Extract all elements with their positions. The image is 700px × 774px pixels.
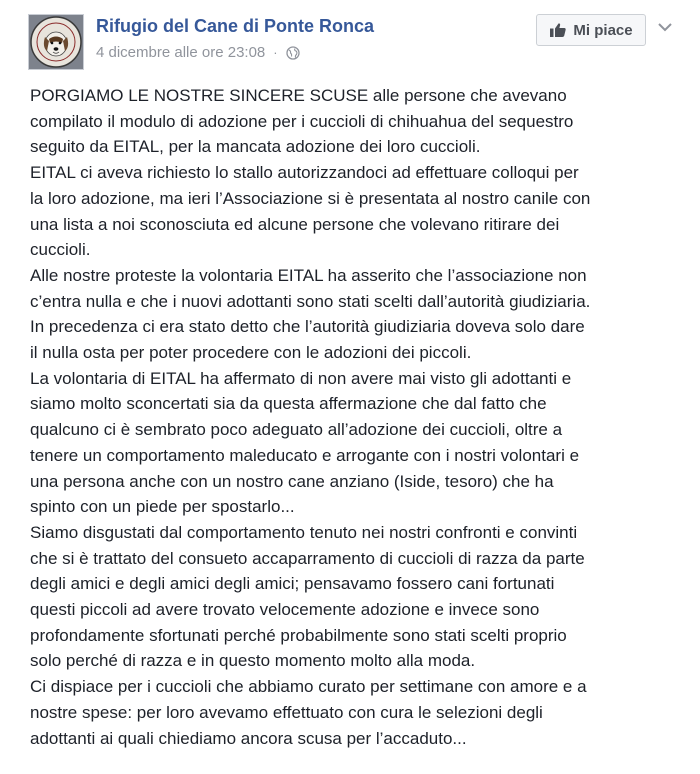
post-text-line: seguito da EITAL, per la mancata adozione dei loro cuccioli.	[30, 137, 481, 157]
post-text-line: spinto con un piede per spostarlo...	[30, 497, 295, 517]
post-text-line: qualcuno ci è sembrato poco adeguato all’adozione dei cuccioli, oltre a	[30, 420, 563, 440]
post-text-line: compilato il modulo di adozione per i cuccioli di chihuahua del sequestro	[30, 111, 574, 131]
post-text-line: solo perché di razza e in questo momento molto alla moda.	[30, 651, 476, 671]
post-text-line: siamo molto sconcertati sia da questa affermazione che dal fatto che	[30, 394, 547, 414]
globe-icon[interactable]	[286, 46, 300, 60]
post-text-line: cuccioli.	[30, 240, 91, 260]
post-text-line: profondamente sfortunati perché probabilmente sono stati scelti proprio	[30, 625, 567, 645]
page-avatar[interactable]	[28, 14, 84, 70]
post-text-line: EITAL ci aveva richiesto lo stallo autorizzandoci ad effettuare colloqui per	[30, 163, 579, 183]
post-text-line: questi piccoli ad avere trovato velocemente adozione e invece sono	[30, 600, 540, 620]
post-text-line: La volontaria di EITAL ha affermato di non avere mai visto gli adottanti e	[30, 368, 572, 388]
post-text-line: adottanti ai quali chiediamo ancora scusa per l’accaduto...	[30, 728, 467, 748]
post-text-line: che si è trattato del consueto accaparramento di cuccioli di razza da parte	[30, 548, 585, 568]
post-text-line: una persona anche con un nostro cane anziano (Iside, tesoro) che ha	[30, 471, 554, 491]
post-text-line: la loro adozione, ma ieri l’Associazione si è presentata al nostro canile con	[30, 188, 591, 208]
post-timestamp[interactable]: 4 dicembre alle ore 23:08	[96, 44, 266, 61]
post-text-line: Siamo disgustati dal comportamento tenuto nei nostri confronti e convinti	[30, 522, 578, 542]
post-text-line: Alle nostre proteste la volontaria EITAL ha asserito che l’associazione non	[30, 265, 587, 285]
post-meta	[96, 44, 300, 61]
dog-logo-icon	[29, 15, 83, 69]
post-text-line: una lista a noi sconosciuta ed alcune persone che volevano ritirare dei	[30, 214, 560, 234]
post-text-line: Ci dispiace per i cuccioli che abbiamo curato per settimane con amore e a	[30, 677, 587, 697]
like-button-label: Mi piace	[573, 21, 633, 39]
post-text-line: PORGIAMO LE NOSTRE SINCERE SCUSE alle persone che avevano	[30, 86, 567, 105]
post-text	[30, 83, 682, 751]
post-text-line: In precedenza ci era stato detto che l’autorità giudiziaria doveva solo dare	[30, 317, 585, 337]
post-text-line: tenere un comportamento maleducato e arrogante con i nostri volontari e	[30, 445, 580, 465]
post-text-line: il nulla osta per poter procedere con le adozioni dei piccoli.	[30, 343, 472, 363]
post-text-line: degli amici e degli amici degli amici; pensavamo fossero cani fortunati	[30, 574, 555, 594]
post-text-line: nostre spese: per loro avevamo effettuato con cura le selezioni degli	[30, 702, 543, 722]
post-text-line: c’entra nulla e che i nuovi adottanti sono stati scelti dall’autorità giudiziaria.	[30, 291, 591, 311]
chevron-down-icon[interactable]	[656, 18, 674, 36]
page-name-link[interactable]: Rifugio del Cane di Ponte Ronca	[96, 16, 375, 36]
meta-separator: ·	[273, 45, 278, 60]
like-page-button[interactable]	[536, 14, 646, 46]
thumbs-up-icon	[549, 22, 567, 38]
